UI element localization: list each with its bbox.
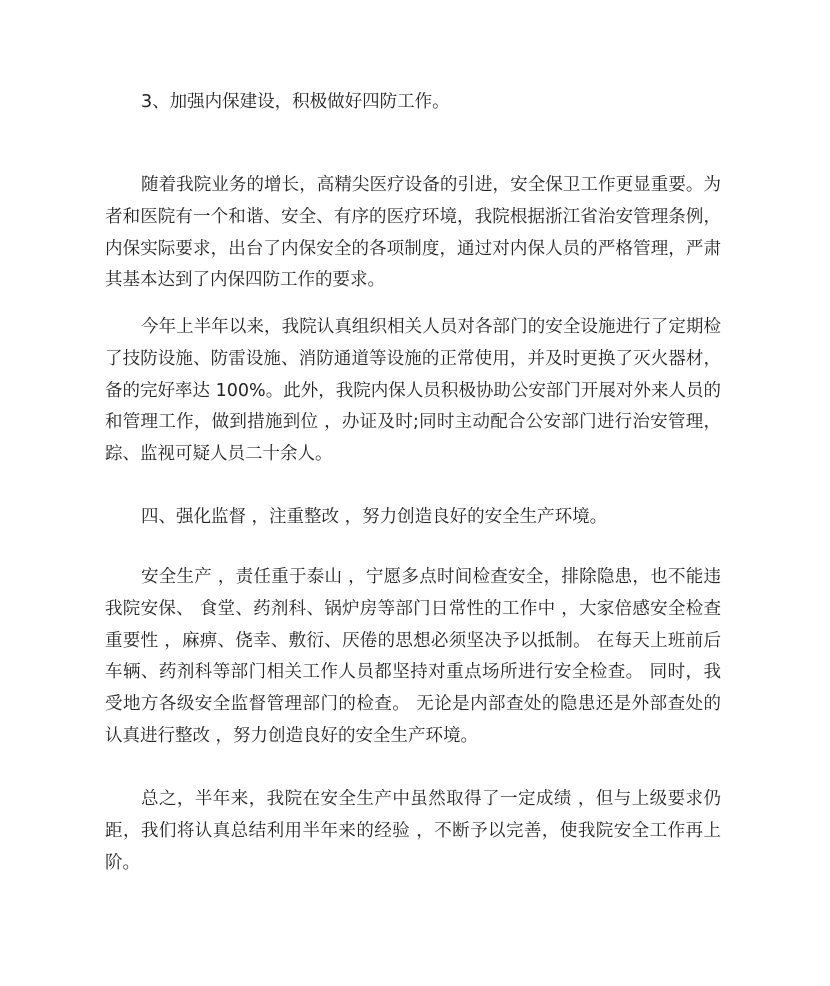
text-line: 受地方各级安全监督管理部门的检查。 无论是内部查处的隐患还是外部查处的 (105, 694, 721, 715)
paragraph-inspection (105, 312, 721, 471)
text-line: 踪、监视可疑人员二十余人。 (105, 444, 333, 465)
text-line: 我院安保、 食堂、药剂科、锅炉房等部门日常性的工作中 ，大家倍感安全检查 (105, 598, 721, 619)
paragraph-safety-production (105, 562, 721, 753)
text-line: 者和医院有一个和谐、安全、有序的医疗环境，我院根据浙江省治安管理条例， (105, 206, 721, 227)
text-line: 内保实际要求，出台了内保安全的各项制度，通过对内保人员的严格管理，严肃 (105, 238, 721, 259)
text-line: 重要性 ，麻痹、侥幸、敷衍、厌倦的思想必须坚决予以抵制。 在每天上班前后 (105, 630, 721, 651)
section-heading-4 (105, 502, 721, 534)
section-heading-3 (105, 87, 721, 119)
text-line: 3、加强内保建设，积极做好四防工作。 (141, 92, 450, 112)
text-line: 随着我院业务的增长，高精尖医疗设备的引进，安全保卫工作更显重要。为 (141, 175, 721, 195)
text-line: 总之，半年来，我院在安全生产中虽然取得了一定成绩 ，但与上级要求仍 (141, 789, 721, 809)
text-line: 了技防设施、防雷设施、消防通道等设施的正常使用，并及时更换了灭火器材， (105, 348, 721, 369)
text-line: 四、强化监督 ，注重整改 ，努力创造良好的安全生产环境。 (141, 507, 608, 527)
paragraph-security-development (105, 170, 721, 297)
text-line: 距，我们将认真总结利用半年来的经验 ，不断予以完善，使我院安全工作再上 (105, 820, 721, 841)
text-line: 今年上半年以来，我院认真组织相关人员对各部门的安全设施进行了定期检 (141, 317, 721, 337)
text-line: 和管理工作，做到措施到位 ，办证及时;同时主动配合公安部门进行治安管理， (105, 412, 721, 433)
text-line: 认真进行整改 ，努力创造良好的安全生产环境。 (105, 725, 479, 746)
text-line: 安全生产 ，责任重于泰山 ，宁愿多点时间检查安全，排除隐患，也不能违 (141, 567, 721, 587)
text-line: 阶。 (105, 852, 140, 873)
text-line: 车辆、药剂科等部门相关工作人员都坚持对重点场所进行安全检查。 同时，我 (105, 662, 721, 683)
text-line: 其基本达到了内保四防工作的要求。 (105, 270, 385, 291)
paragraph-summary (105, 784, 721, 879)
text-line: 备的完好率达 100%。此外，我院内保人员积极协助公安部门开展对外来人员的 (105, 380, 721, 401)
